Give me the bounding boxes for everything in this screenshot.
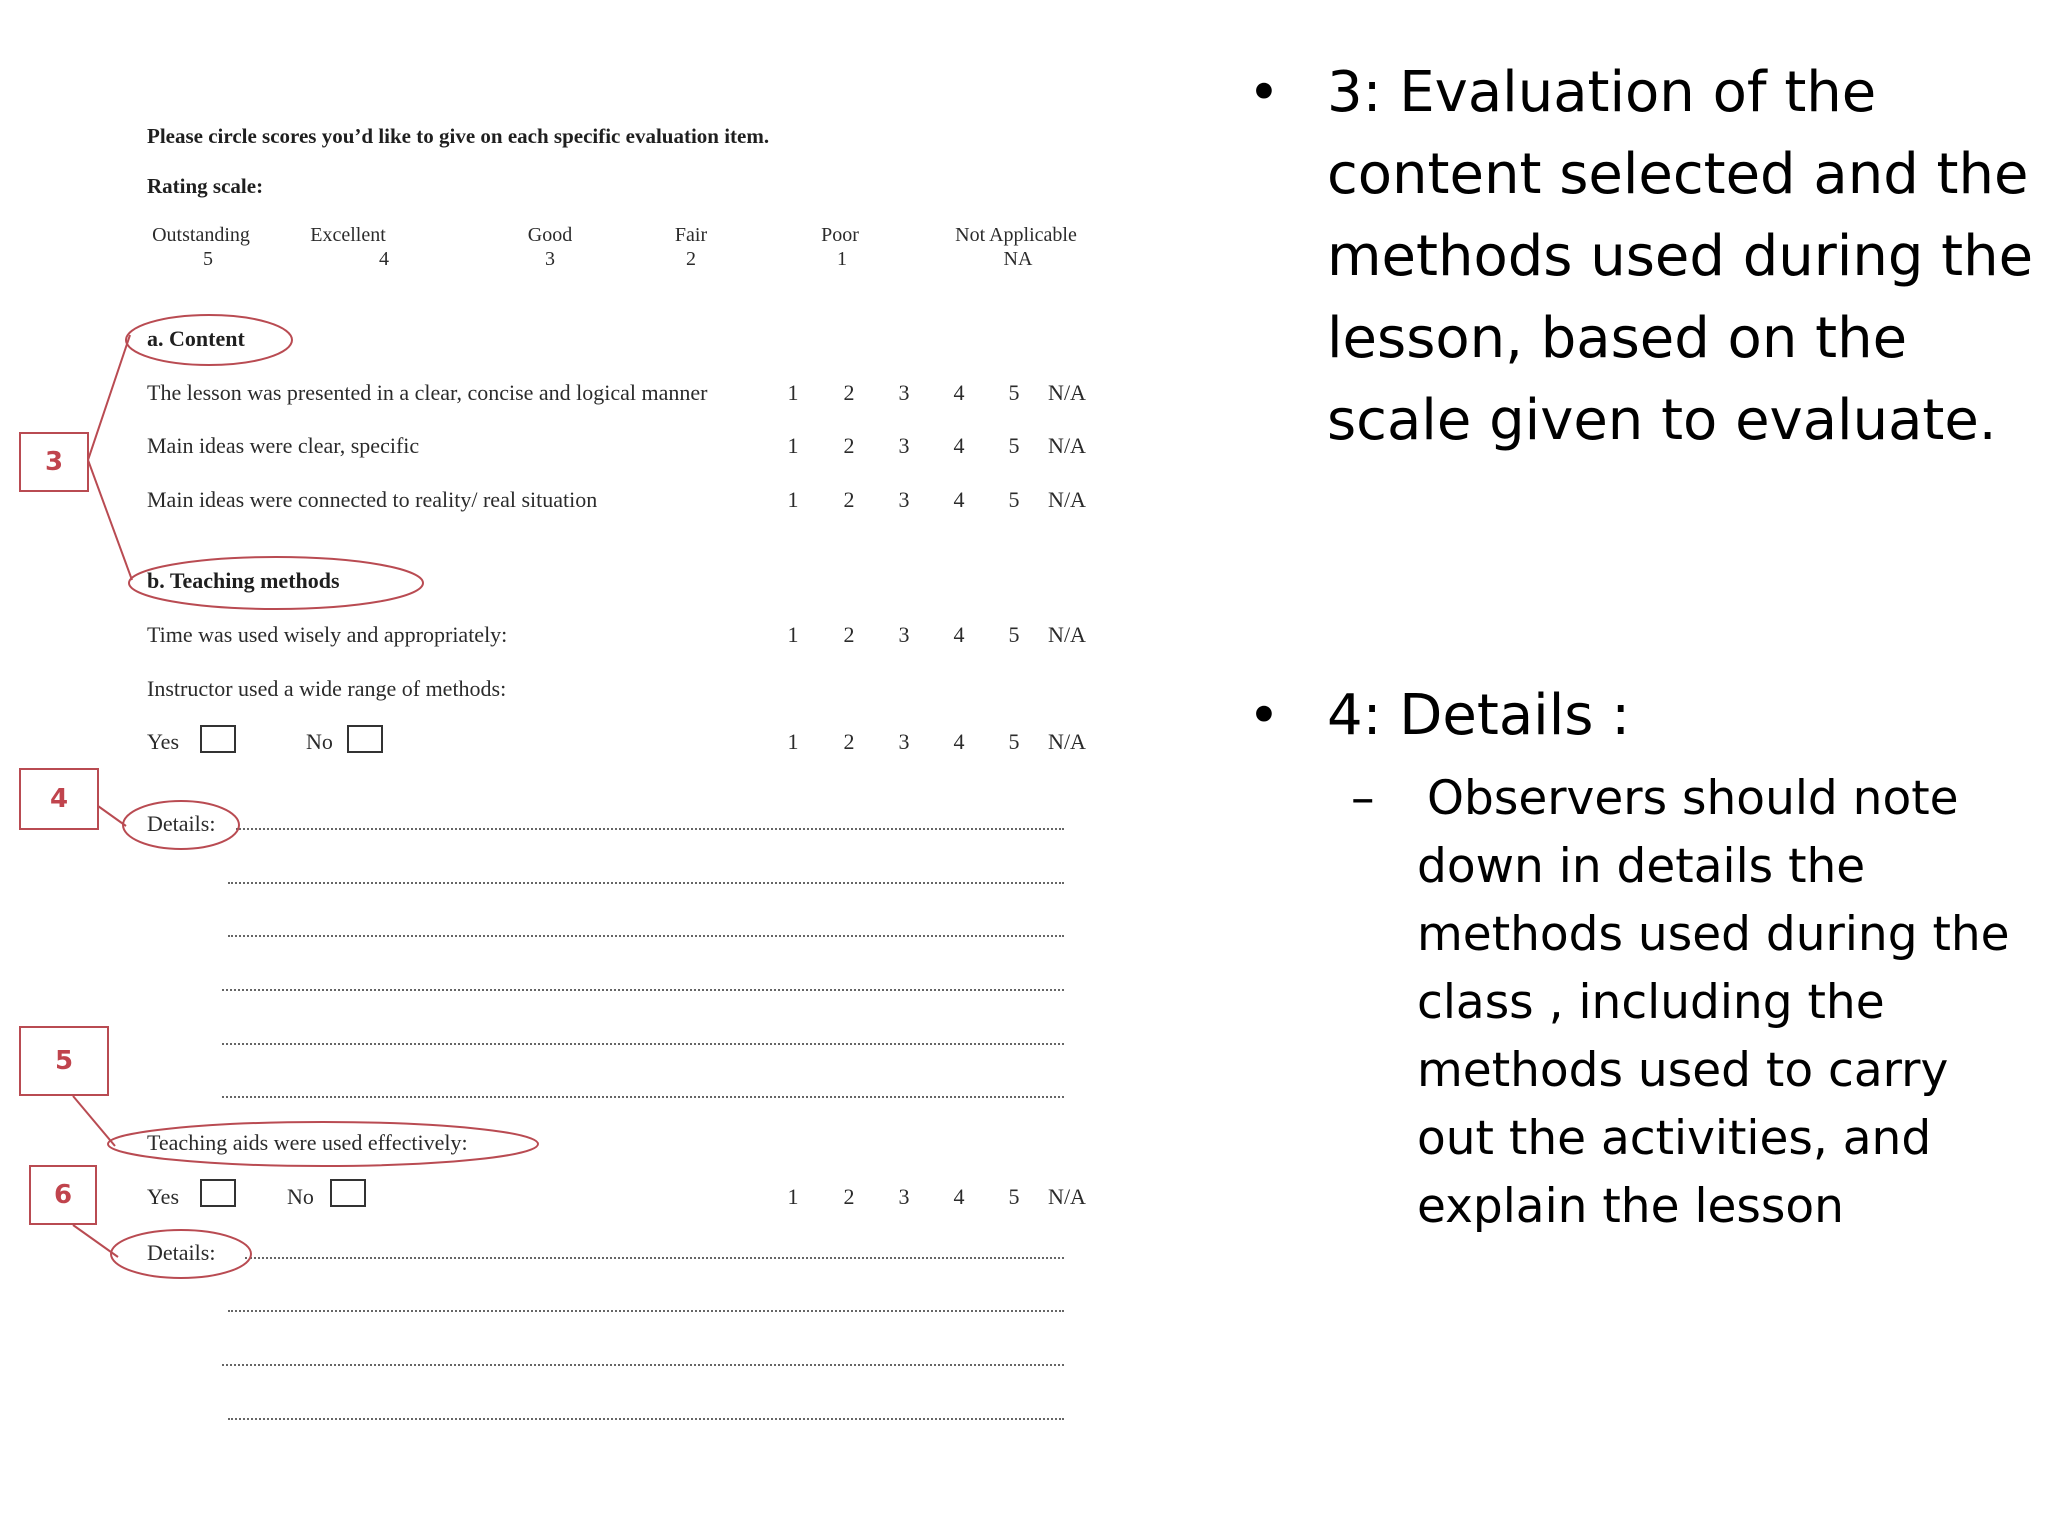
connector-line	[88, 460, 132, 580]
item-main-ideas-clear: Main ideas were clear, specific	[147, 433, 420, 458]
scale-value-fair: 2	[686, 248, 696, 270]
score-option[interactable]: 1	[787, 380, 799, 405]
yes-label: Yes	[147, 729, 180, 754]
point-4-text: 4: Details :	[1327, 683, 1631, 748]
score-option[interactable]: 4	[953, 433, 965, 458]
connector-line	[73, 1096, 115, 1146]
section-teaching-methods-title: b. Teaching methods	[147, 568, 340, 593]
score-option[interactable]: N/A	[1048, 622, 1086, 647]
scale-label-excellent: Excellent	[310, 224, 386, 246]
score-option[interactable]: 2	[843, 380, 855, 405]
teaching-aids-highlight-ellipse	[108, 1122, 538, 1166]
yes-label: Yes	[147, 1184, 180, 1209]
marker-3: 3	[19, 432, 89, 492]
sub-bullet-dash: –	[1351, 771, 1375, 826]
no-label: No	[306, 729, 333, 754]
score-option[interactable]: 5	[1008, 622, 1020, 647]
score-option[interactable]: 4	[953, 622, 965, 647]
score-option[interactable]: 1	[787, 729, 799, 754]
score-option[interactable]: 3	[898, 729, 910, 754]
score-option[interactable]: 1	[787, 487, 799, 512]
details-label: Details:	[147, 1240, 216, 1265]
scale-label-poor: Poor	[821, 224, 859, 246]
item-time-used: Time was used wisely and appropriately:	[147, 622, 508, 647]
score-option[interactable]: 3	[898, 622, 910, 647]
score-option[interactable]: 2	[843, 622, 855, 647]
score-option[interactable]: 5	[1008, 1184, 1020, 1209]
score-option[interactable]: 3	[898, 433, 910, 458]
rating-scale-label: Rating scale:	[147, 174, 264, 198]
no-label: No	[287, 1184, 314, 1209]
score-option[interactable]: 3	[898, 487, 910, 512]
scale-label-good: Good	[527, 224, 573, 246]
scale-value-na: NA	[1003, 248, 1033, 270]
score-option[interactable]: 4	[953, 729, 965, 754]
score-option[interactable]: 3	[898, 380, 910, 405]
teaching-methods-highlight-ellipse	[129, 557, 423, 609]
score-option[interactable]: 5	[1008, 487, 1020, 512]
score-option[interactable]: 2	[843, 1184, 855, 1209]
connector-line	[88, 335, 130, 460]
score-option[interactable]: 4	[953, 380, 965, 405]
score-option[interactable]: N/A	[1048, 729, 1086, 754]
content-highlight-ellipse	[126, 315, 292, 365]
item-main-ideas-reality: Main ideas were connected to reality/ real situation	[147, 487, 598, 512]
score-option[interactable]: 1	[787, 622, 799, 647]
scale-label-outstanding: Outstanding	[152, 224, 250, 246]
score-option[interactable]: 5	[1008, 433, 1020, 458]
scale-value-outstanding: 5	[203, 248, 213, 270]
details-highlight-ellipse	[111, 1230, 251, 1278]
marker-6: 6	[29, 1165, 97, 1225]
point-4-subtext: Observers should note down in details the methods used during the class , including the methods used to carry out the activities, and explain the lesson	[1417, 771, 2010, 1234]
scale-label-na: Not Applicable	[955, 224, 1077, 246]
scale-value-good: 3	[545, 248, 555, 270]
connector-line	[73, 1225, 118, 1257]
score-option[interactable]: N/A	[1048, 380, 1086, 405]
form-instruction: Please circle scores you’d like to give on each specific evaluation item.	[147, 124, 770, 148]
score-option[interactable]: 4	[953, 1184, 965, 1209]
marker-4: 4	[19, 768, 99, 830]
connector-line	[98, 806, 126, 826]
scale-label-fair: Fair	[674, 224, 708, 246]
marker-5: 5	[19, 1026, 109, 1096]
score-option[interactable]: 1	[787, 1184, 799, 1209]
scale-value-poor: 1	[837, 248, 847, 270]
scale-value-excellent: 4	[379, 248, 389, 270]
item-teaching-aids: Teaching aids were used effectively:	[147, 1130, 468, 1155]
details-label: Details:	[147, 811, 216, 836]
score-option[interactable]: 5	[1008, 380, 1020, 405]
score-option[interactable]: 4	[953, 487, 965, 512]
score-option[interactable]: 3	[898, 1184, 910, 1209]
section-content-title: a. Content	[147, 326, 245, 351]
item-lesson-presented: The lesson was presented in a clear, concise and logical manner	[147, 380, 708, 405]
score-option[interactable]: N/A	[1048, 433, 1086, 458]
bullet-dot: •	[1248, 684, 1280, 747]
score-option[interactable]: 1	[787, 433, 799, 458]
score-option[interactable]: 2	[843, 729, 855, 754]
item-wide-range-methods: Instructor used a wide range of methods:	[147, 676, 507, 701]
score-option[interactable]: N/A	[1048, 487, 1086, 512]
score-option[interactable]: 5	[1008, 729, 1020, 754]
score-option[interactable]: 2	[843, 433, 855, 458]
details-highlight-ellipse	[123, 801, 239, 849]
point-3-text: 3: Evaluation of the content selected and the methods used during the lesson, based on the scale given to evaluate.	[1327, 60, 2034, 453]
bullet-dot: •	[1248, 61, 1280, 124]
score-option[interactable]: 2	[843, 487, 855, 512]
score-option[interactable]: N/A	[1048, 1184, 1086, 1209]
